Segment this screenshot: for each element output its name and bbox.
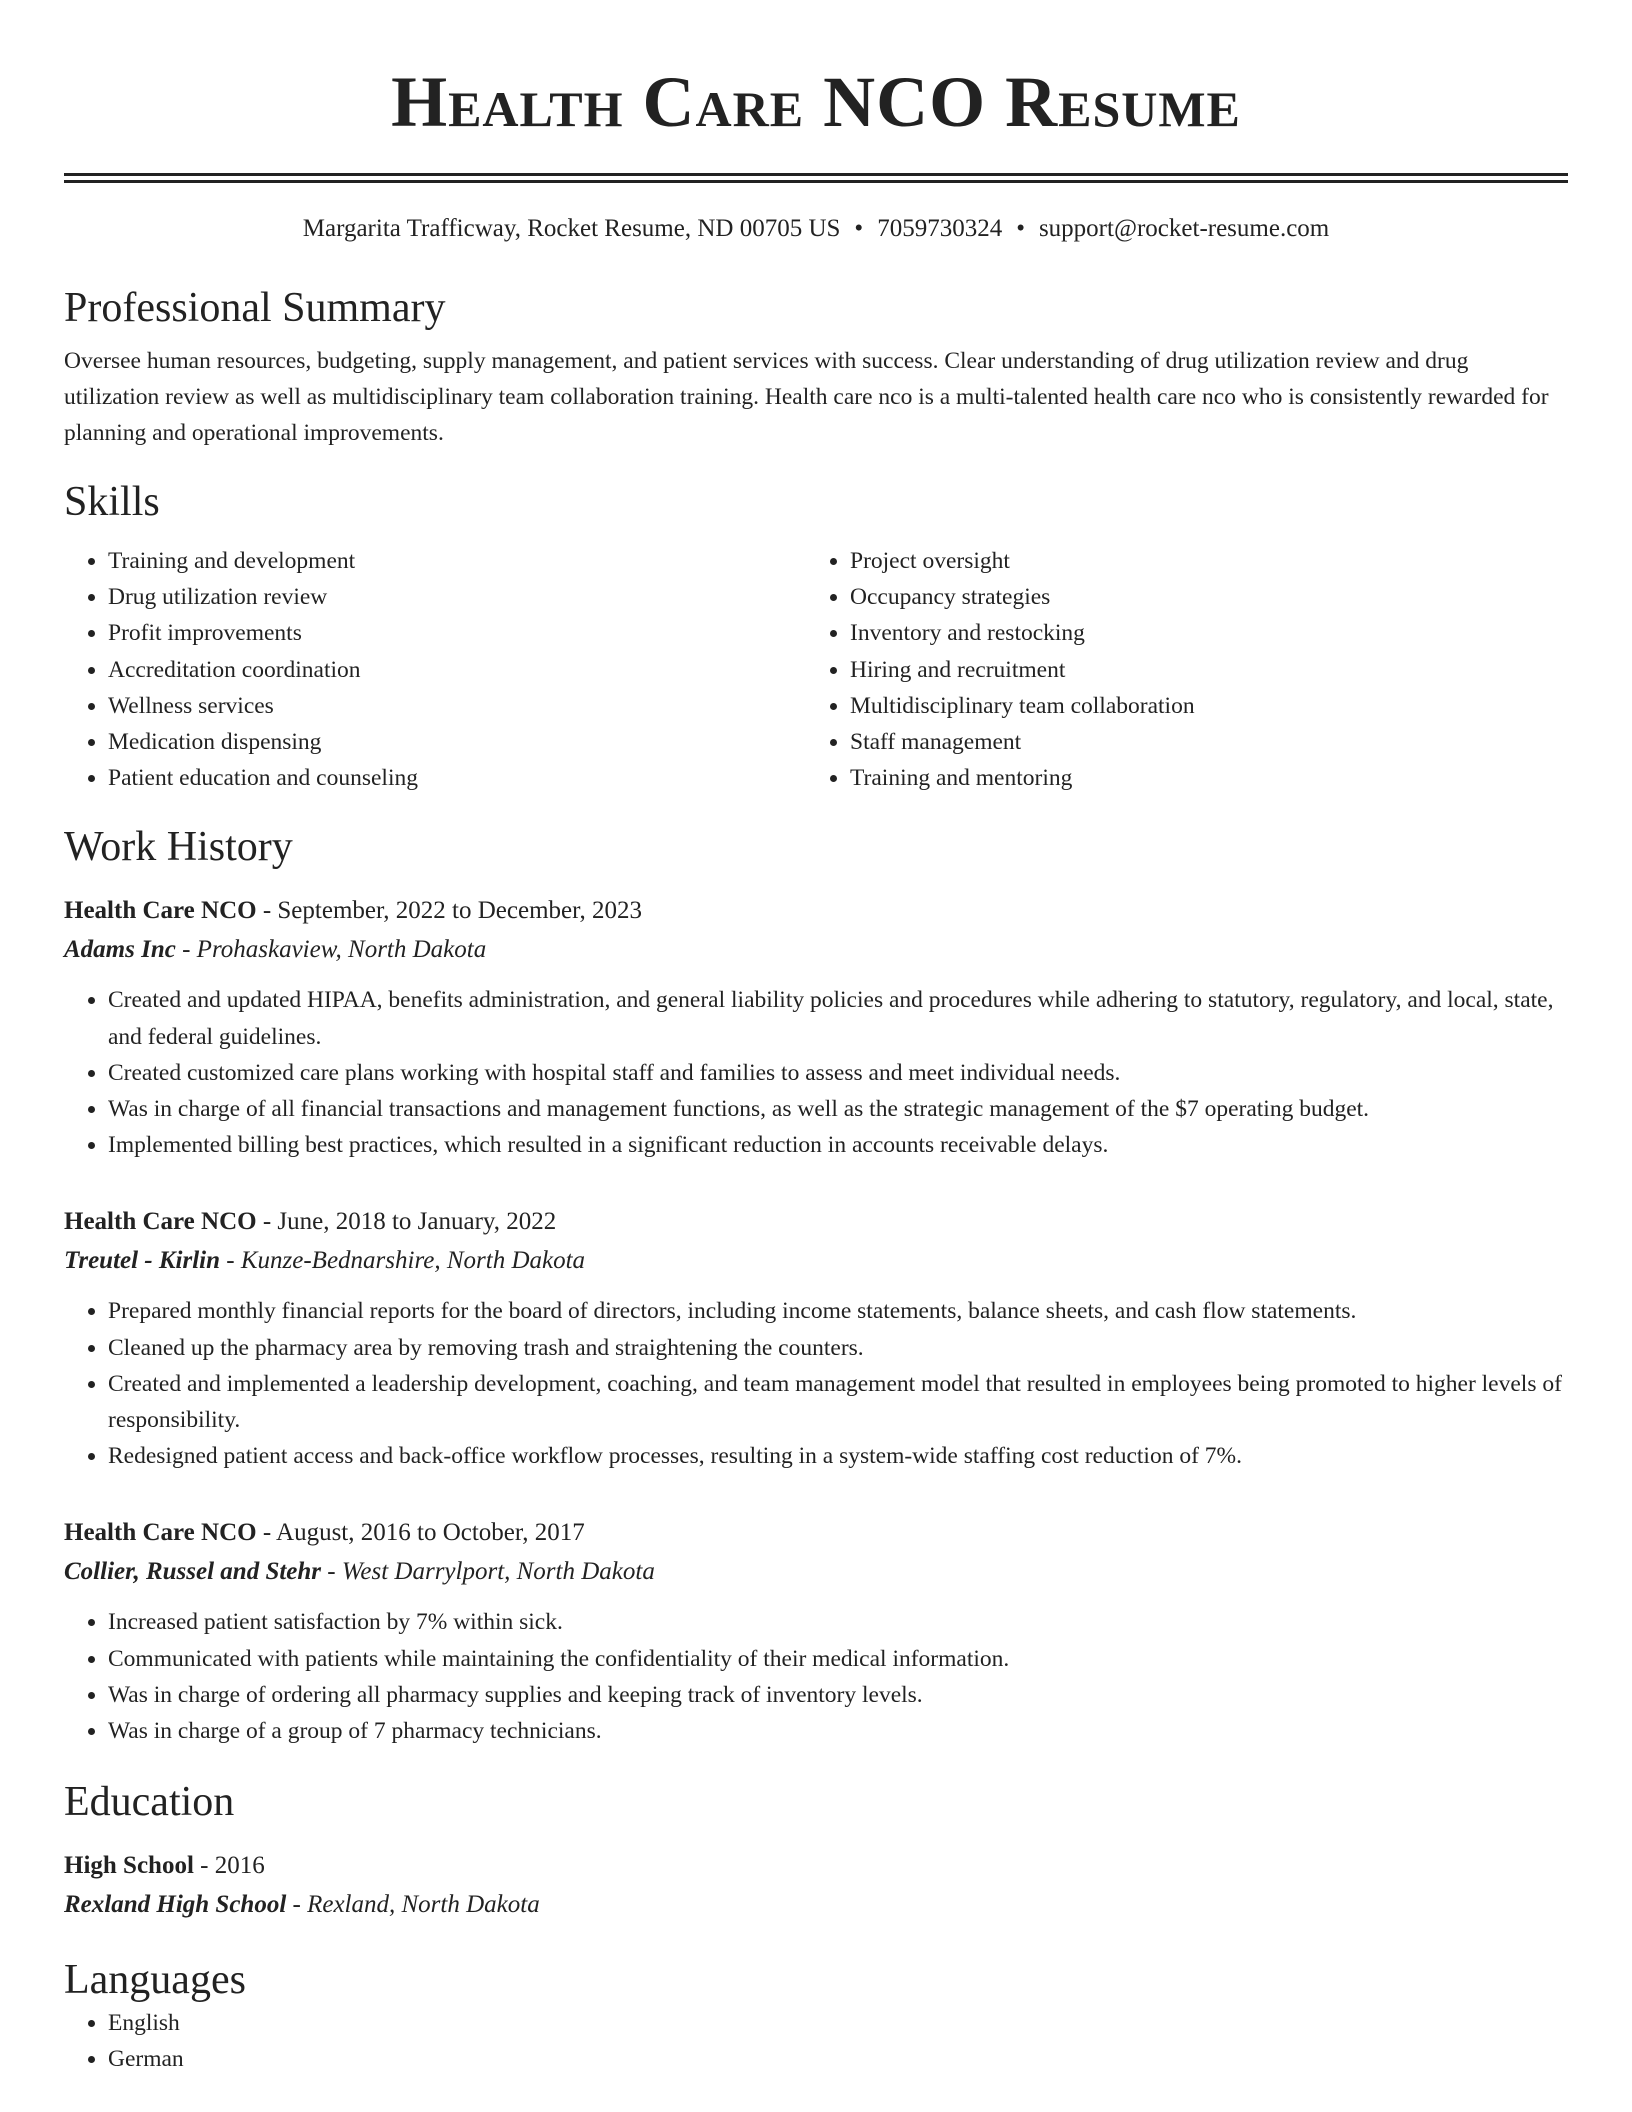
job-dates: - June, 2018 to January, 2022 <box>256 1208 557 1236</box>
job-bullet: • Communicated with patients while maintaining the confidentiality of their medical information. <box>108 1641 1568 1677</box>
work-history-heading: Work History <box>64 824 293 871</box>
summary-heading: Professional Summary <box>64 285 446 331</box>
job-bullets <box>64 1293 1568 1474</box>
job-location: - Prohaskaview, North Dakota <box>175 936 487 964</box>
language-item: • English <box>108 2005 1568 2041</box>
job-bullets <box>64 1604 1568 1749</box>
education-school: Rexland High School <box>64 1891 287 1919</box>
education-location: - Rexland, North Dakota <box>286 1891 540 1919</box>
contact-line <box>64 212 1568 246</box>
education-degree-line <box>64 1847 1568 1885</box>
job-bullet: • Created and implemented a leadership development, coaching, and team management model that resulted in employees being promoted to higher levels of responsibility. <box>108 1366 1568 1438</box>
job-company-line <box>64 1552 1568 1592</box>
skill-item: • Training and development <box>108 543 806 579</box>
contact-separator: • <box>1016 215 1025 242</box>
job-bullet: • Was in charge of a group of 7 pharmacy technicians. <box>108 1713 1568 1749</box>
skill-item: • Patient education and counseling <box>108 760 806 796</box>
job-company: Collier, Russel and Stehr <box>64 1558 322 1586</box>
job-title: Health Care NCO <box>64 897 257 925</box>
skills-list-right <box>806 543 1568 796</box>
skill-item: • Staff management <box>850 724 1568 760</box>
job-bullet: • Increased patient satisfaction by 7% within sick. <box>108 1604 1568 1640</box>
skill-item: • Accreditation coordination <box>108 652 806 688</box>
contact-phone: 7059730324 <box>877 215 1003 242</box>
job-dates: - August, 2016 to October, 2017 <box>256 1519 585 1547</box>
job-location: - Kunze-Bednarshire, North Dakota <box>220 1247 586 1275</box>
education-school-line <box>64 1885 1568 1925</box>
job-bullet: • Prepared monthly financial reports for the board of directors, including income statements, balance sheets, and cash flow statements. <box>108 1293 1568 1329</box>
skill-item: • Profit improvements <box>108 615 806 651</box>
page-title: Health Care NCO Resume <box>391 62 1241 142</box>
job-title: Health Care NCO <box>64 1208 257 1236</box>
job-entry <box>64 1203 1568 1474</box>
title-double-rule <box>64 173 1568 183</box>
job-title-line <box>64 1203 1568 1241</box>
job-bullets <box>64 982 1568 1163</box>
contact-email: support@rocket-resume.com <box>1038 215 1330 242</box>
skill-item: • Inventory and restocking <box>850 615 1568 651</box>
language-item: • German <box>108 2041 1568 2077</box>
skill-item: • Medication dispensing <box>108 724 806 760</box>
summary-text: Oversee human resources, budgeting, supply management, and patient services with success. Clear understanding of drug utilization review and drug utilization review as well as multidisciplinary team collaboration training. Health care nco is a multi-talented health care nco who is consistently rewarded for planning and operational improvements. <box>64 348 1549 446</box>
job-company-line <box>64 1241 1568 1281</box>
skill-item: • Project oversight <box>850 543 1568 579</box>
education-year: - 2016 <box>193 1852 265 1880</box>
job-entry <box>64 1514 1568 1749</box>
job-title-line <box>64 892 1568 930</box>
job-entry <box>64 892 1568 1163</box>
job-bullet: • Redesigned patient access and back-office workflow processes, resulting in a system-wide staffing cost reduction of 7%. <box>108 1438 1568 1474</box>
job-bullet: • Cleaned up the pharmacy area by removing trash and straightening the counters. <box>108 1330 1568 1366</box>
education-entry <box>64 1847 1568 1925</box>
skill-item: • Training and mentoring <box>850 760 1568 796</box>
contact-address: Margarita Trafficway, Rocket Resume, ND 00705 US <box>302 215 841 242</box>
job-bullet: • Created customized care plans working with hospital staff and families to assess and meet individual needs. <box>108 1055 1568 1091</box>
job-title-line <box>64 1514 1568 1552</box>
skill-item: • Drug utilization review <box>108 579 806 615</box>
skill-item: • Wellness services <box>108 688 806 724</box>
job-company-line <box>64 930 1568 970</box>
skills-list-left <box>64 543 806 796</box>
contact-separator: • <box>854 215 864 242</box>
languages-heading: Languages <box>64 1957 246 2004</box>
job-title: Health Care NCO <box>64 1519 257 1547</box>
skills-columns <box>64 543 1568 796</box>
skill-item: • Occupancy strategies <box>850 579 1568 615</box>
skill-item: • Hiring and recruitment <box>850 652 1568 688</box>
job-company: Adams Inc <box>64 936 176 964</box>
job-bullet: • Was in charge of all financial transactions and management functions, as well as the strategic management of the $7 operating budget. <box>108 1091 1568 1127</box>
job-bullet: • Created and updated HIPAA, benefits administration, and general liability policies and procedures while adhering to statutory, regulatory, and local, state, and federal guidelines. <box>108 982 1568 1054</box>
job-bullet: • Was in charge of ordering all pharmacy supplies and keeping track of inventory levels. <box>108 1677 1568 1713</box>
education-heading: Education <box>64 1779 235 1826</box>
job-bullet: • Implemented billing best practices, which resulted in a significant reduction in accounts receivable delays. <box>108 1127 1568 1163</box>
education-degree: High School <box>64 1852 194 1880</box>
job-company: Treutel - Kirlin <box>64 1247 221 1275</box>
job-dates: - September, 2022 to December, 2023 <box>256 897 642 925</box>
skills-heading: Skills <box>64 479 160 525</box>
job-location: - West Darrylport, North Dakota <box>321 1558 655 1586</box>
languages-list <box>64 2005 1568 2077</box>
skill-item: • Multidisciplinary team collaboration <box>850 688 1568 724</box>
